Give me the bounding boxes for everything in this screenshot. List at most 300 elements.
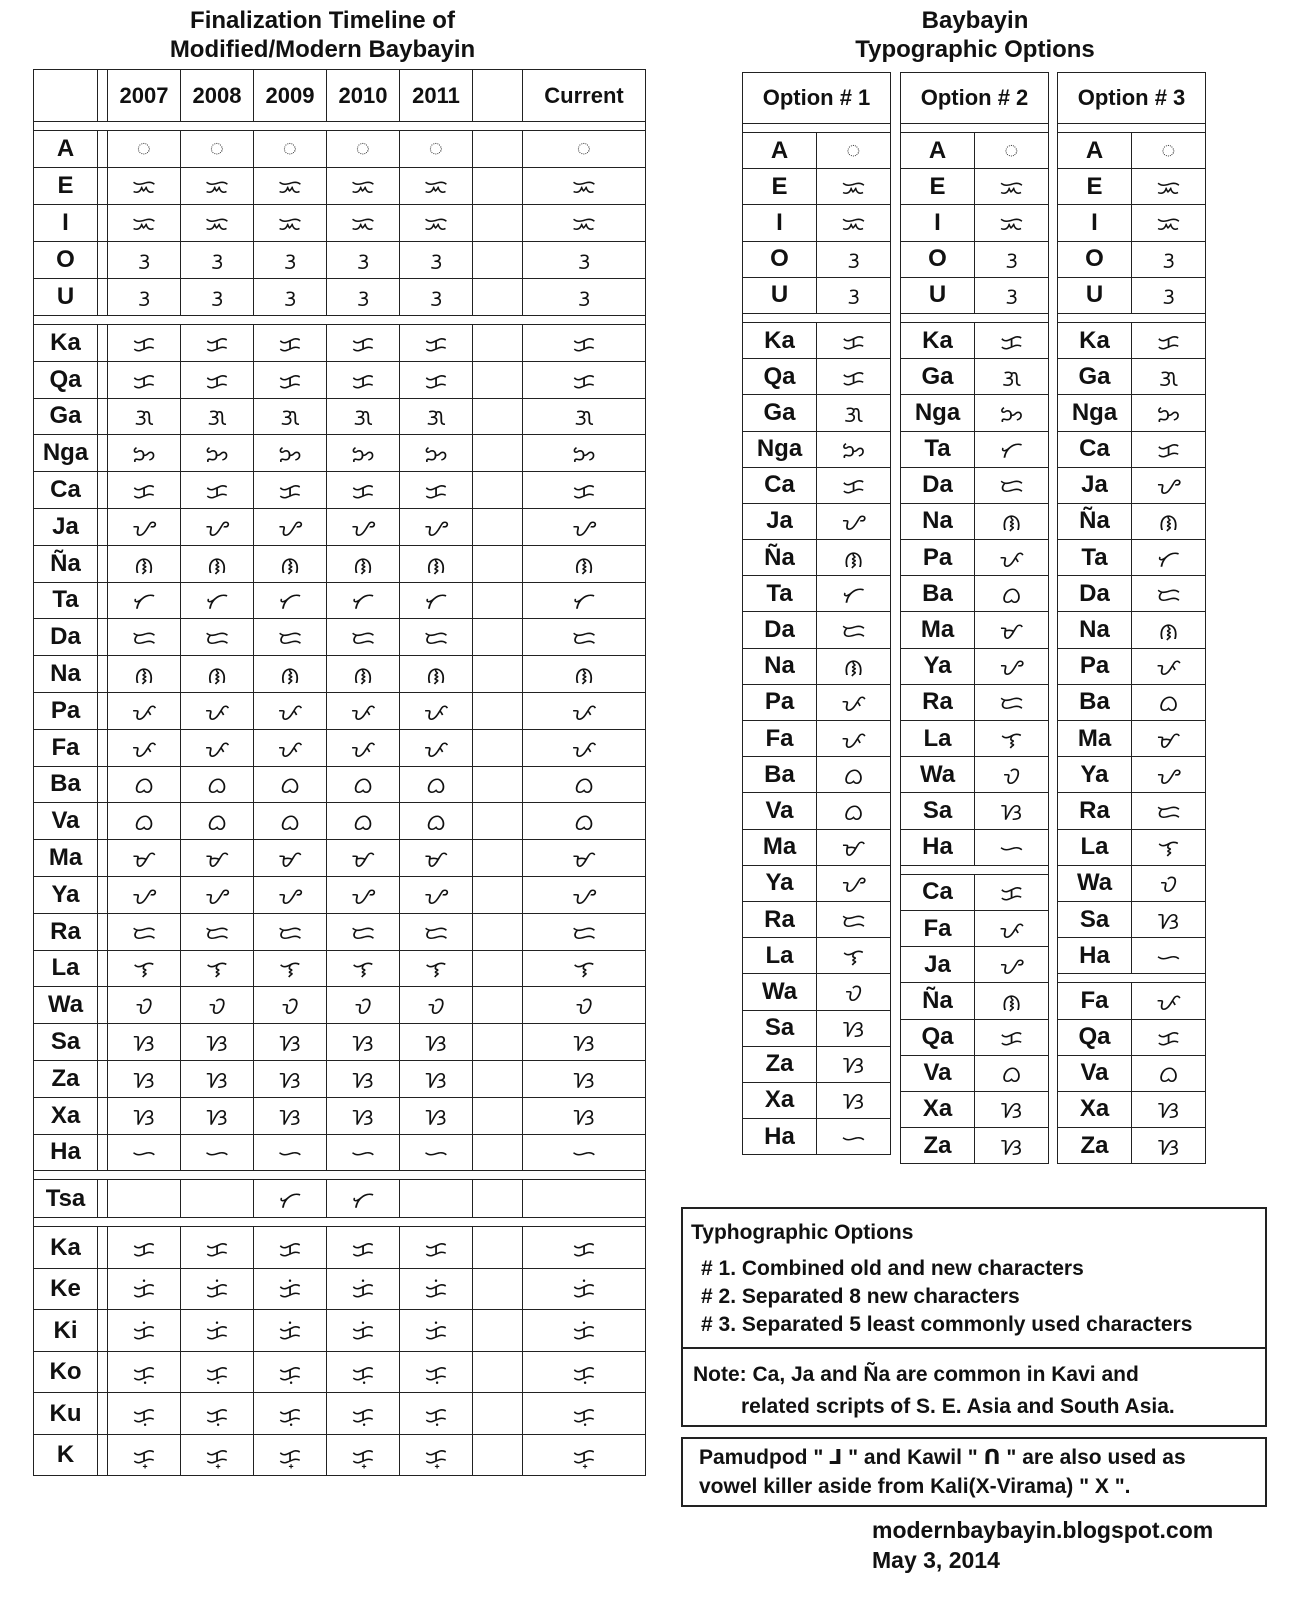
glyph-cell: ᜄ: [254, 398, 327, 435]
timeline-row: [34, 1097, 646, 1134]
option-row: [1058, 133, 1206, 169]
syllable-label: Ra: [34, 913, 98, 950]
option-glyph-cell: ᜃ: [975, 874, 1049, 910]
glyph-cell: ᜇ: [327, 619, 400, 656]
timeline-row: [34, 361, 646, 398]
spacer-cell: [98, 987, 108, 1024]
option-syllable-label: La: [901, 721, 975, 757]
current-glyph-cell: ᜐ: [523, 1060, 646, 1097]
note-line-2: related scripts of S. E. Asia and South Asia.: [741, 1395, 1175, 1418]
option-syllable-label: I: [743, 205, 817, 241]
spacer-cell: [98, 242, 108, 279]
spacer-cell: [473, 803, 523, 840]
option-row: [743, 359, 891, 395]
option-glyph-cell: ᜋ: [975, 612, 1049, 648]
current-glyph-cell: ᜁ: [523, 205, 646, 242]
glyph-cell: ᜐ: [327, 1024, 400, 1061]
glyph-cell: ᜌ: [108, 508, 181, 545]
glyph-cell: ᜁ: [254, 205, 327, 242]
glyph-cell: ᜋ: [181, 840, 254, 877]
gap-cell: [743, 124, 891, 133]
current-glyph-cell: ᜑ: [523, 1134, 646, 1171]
gap-cell: [743, 313, 891, 322]
option-row: [1058, 503, 1206, 539]
glyph-cell: ᜃ: [327, 361, 400, 398]
glyph-cell: ᜌ: [181, 876, 254, 913]
glyph-cell: ᜅ: [181, 435, 254, 472]
spacer-cell: [98, 168, 108, 205]
glyph-cell: ᜁ: [108, 168, 181, 205]
glyph-cell: ᜇ: [108, 913, 181, 950]
option-syllable-label: Ya: [1058, 757, 1132, 793]
spacer-cell: [473, 913, 523, 950]
option-glyph-cell: ᜋ: [1132, 721, 1206, 757]
option-syllable-label: Da: [743, 612, 817, 648]
option-row: [901, 829, 1049, 865]
option-syllable-label: Za: [1058, 1128, 1132, 1164]
option-syllable-label: Ra: [1058, 793, 1132, 829]
glyph-cell: ᜑ: [254, 1134, 327, 1171]
option-row: [1058, 359, 1206, 395]
current-glyph-cell: ᜃ: [523, 325, 646, 362]
option-row: [743, 829, 891, 865]
option-row: [901, 947, 1049, 983]
option-row: [1058, 901, 1206, 937]
option-row: [1058, 938, 1206, 974]
glyph-cell: ᜌ: [327, 876, 400, 913]
glyph-cell: ᜃ᜔: [327, 1434, 400, 1476]
option-row: [901, 721, 1049, 757]
glyph-cell: ᜃ: [327, 325, 400, 362]
option-syllable-label: Na: [901, 503, 975, 539]
option-row: [1058, 395, 1206, 431]
current-glyph-cell: ᜈ: [523, 656, 646, 693]
header-blank: [34, 70, 98, 122]
current-glyph-cell: ᜇ: [523, 619, 646, 656]
option-glyph-cell: ᜈ: [975, 503, 1049, 539]
timeline-row: [34, 656, 646, 693]
option-glyph-cell: ᜌ: [817, 503, 891, 539]
glyph-cell: ᜂ: [108, 242, 181, 279]
glyph-cell: ᜃ: [254, 325, 327, 362]
timeline-row: [34, 1434, 646, 1476]
syllable-label: Ma: [34, 840, 98, 877]
timeline-row: [34, 766, 646, 803]
pamudpod-box: [681, 1437, 1267, 1507]
section-gap: [34, 1171, 646, 1180]
timeline-row: [34, 131, 646, 168]
glyph-cell: ᜊ: [254, 803, 327, 840]
option-glyph-cell: ᜅ: [975, 395, 1049, 431]
current-glyph-cell: ᜃᜓ: [523, 1351, 646, 1393]
glyph-cell: ᜊ: [400, 803, 473, 840]
section-gap: [34, 122, 646, 131]
option-glyph-cell: ᜂ: [975, 277, 1049, 313]
spacer-cell: [98, 205, 108, 242]
syllable-label: Ka: [34, 1227, 98, 1269]
current-glyph-cell: ᜂ: [523, 279, 646, 316]
current-glyph-cell: ᜈ: [523, 545, 646, 582]
header-current: Current: [523, 70, 646, 122]
option-glyph-cell: ᜁ: [817, 205, 891, 241]
gap-cell: [1058, 313, 1206, 322]
option-row: [1058, 431, 1206, 467]
glyph-cell: ᜏ: [181, 987, 254, 1024]
option-glyph-cell: ᜄ: [975, 359, 1049, 395]
timeline-row: [34, 435, 646, 472]
syllable-label: Qa: [34, 361, 98, 398]
glyph-cell: ᜇ: [254, 913, 327, 950]
spacer-cell: [473, 1310, 523, 1352]
section-gap: [34, 316, 646, 325]
option-syllable-label: U: [743, 277, 817, 313]
glyph-cell: ᜐ: [327, 1097, 400, 1134]
timeline-row: [34, 1060, 646, 1097]
option-syllable-label: Da: [901, 467, 975, 503]
glyph-cell: ᜑ: [327, 1134, 400, 1171]
option-glyph-cell: ᜉ: [817, 721, 891, 757]
glyph-cell: [400, 1180, 473, 1218]
option-syllable-label: Ya: [901, 648, 975, 684]
spacer-cell: [98, 1024, 108, 1061]
spacer-cell: [473, 435, 523, 472]
glyph-cell: ᜈ: [327, 656, 400, 693]
syllable-label: Da: [34, 619, 98, 656]
option-syllable-label: Ña: [901, 983, 975, 1019]
option-glyph-cell: ᜃ: [1132, 322, 1206, 358]
option-row: [743, 431, 891, 467]
option-row: [1058, 612, 1206, 648]
timeline-row: [34, 545, 646, 582]
glyph-cell: ᜂ: [327, 279, 400, 316]
glyph-cell: ᜁ: [254, 168, 327, 205]
option-row: [1058, 648, 1206, 684]
option-glyph-cell: ᜎ: [817, 938, 891, 974]
option-syllable-label: Ca: [743, 467, 817, 503]
option-glyph-cell: ᜈ: [1132, 612, 1206, 648]
option-row: [901, 169, 1049, 205]
glyph-cell: ᜂ: [327, 242, 400, 279]
glyph-cell: ᜀ: [400, 131, 473, 168]
option-syllable-label: Ga: [743, 395, 817, 431]
glyph-cell: ᜆ: [254, 1180, 327, 1218]
option-row: [1058, 829, 1206, 865]
spacer-cell: [473, 729, 523, 766]
option-row: [901, 793, 1049, 829]
syllable-label: Fa: [34, 729, 98, 766]
glyph-cell: ᜈ: [254, 656, 327, 693]
option-syllable-label: Ha: [1058, 938, 1132, 974]
spacer-cell: [98, 692, 108, 729]
option-row: [743, 648, 891, 684]
glyph-cell: ᜁ: [108, 205, 181, 242]
left-title-line1: Finalization Timeline of: [190, 7, 455, 34]
glyph-cell: ᜄ: [327, 398, 400, 435]
spacer-cell: [473, 279, 523, 316]
syllable-label: Ja: [34, 508, 98, 545]
gap-cell: [901, 313, 1049, 322]
current-glyph-cell: ᜐ: [523, 1024, 646, 1061]
option-glyph-cell: ᜇ: [975, 684, 1049, 720]
glyph-cell: ᜈ: [254, 545, 327, 582]
option-row: [901, 322, 1049, 358]
spacer-cell: [473, 1024, 523, 1061]
option-glyph-cell: ᜃ: [1132, 1019, 1206, 1055]
timeline-row: [34, 325, 646, 362]
option-syllable-label: Fa: [901, 910, 975, 946]
glyph-cell: ᜃ᜔: [181, 1434, 254, 1476]
spacer-cell: [98, 1310, 108, 1352]
syllable-label: Va: [34, 803, 98, 840]
glyph-cell: ᜐ: [400, 1060, 473, 1097]
right-title-line1: Baybayin: [921, 7, 1029, 34]
glyph-cell: ᜃ: [181, 325, 254, 362]
glyph-cell: ᜆ: [108, 582, 181, 619]
option-glyph-cell: ᜊ: [975, 576, 1049, 612]
syllable-label: Na: [34, 656, 98, 693]
option-syllable-label: Na: [743, 648, 817, 684]
glyph-cell: ᜃᜓ: [254, 1351, 327, 1393]
glyph-cell: ᜐ: [181, 1060, 254, 1097]
option-row: [743, 1046, 891, 1082]
glyph-cell: ᜏ: [254, 987, 327, 1024]
option-glyph-cell: ᜐ: [975, 1128, 1049, 1164]
spacer-cell: [473, 1227, 523, 1269]
option-glyph-cell: ᜐ: [975, 793, 1049, 829]
spacer-cell: [98, 656, 108, 693]
option-syllable-label: Wa: [901, 757, 975, 793]
spacer-cell: [98, 472, 108, 509]
option-glyph-cell: ᜐ: [1132, 1091, 1206, 1127]
option-syllable-label: Sa: [1058, 901, 1132, 937]
option-glyph-cell: ᜎ: [1132, 829, 1206, 865]
option-syllable-label: Ga: [901, 359, 975, 395]
option-glyph-cell: ᜊ: [817, 793, 891, 829]
option-row: [1058, 757, 1206, 793]
option-glyph-cell: ᜎ: [975, 721, 1049, 757]
timeline-row: [34, 472, 646, 509]
glyph-cell: ᜇ: [181, 913, 254, 950]
glyph-cell: ᜈ: [181, 545, 254, 582]
current-glyph-cell: ᜃ᜔: [523, 1434, 646, 1476]
option-glyph-cell: ᜀ: [975, 133, 1049, 169]
option-glyph-cell: ᜇ: [817, 612, 891, 648]
option-syllable-label: Xa: [743, 1082, 817, 1118]
current-glyph-cell: ᜋ: [523, 840, 646, 877]
current-glyph-cell: ᜊ: [523, 803, 646, 840]
option-syllable-label: Ka: [743, 322, 817, 358]
option-row: [743, 322, 891, 358]
syllable-label: Nga: [34, 435, 98, 472]
glyph-cell: ᜂ: [181, 279, 254, 316]
option-glyph-cell: ᜐ: [817, 1046, 891, 1082]
current-glyph-cell: ᜄ: [523, 398, 646, 435]
glyph-cell: ᜈ: [108, 656, 181, 693]
syllable-label: A: [34, 131, 98, 168]
footer: [872, 1515, 1213, 1575]
timeline-row: [34, 398, 646, 435]
option-syllable-label: Ña: [1058, 503, 1132, 539]
option-syllable-label: O: [901, 241, 975, 277]
options-item-2: # 2. Separated 8 new characters: [701, 1285, 1020, 1308]
spacer-cell: [98, 545, 108, 582]
option-row: [901, 395, 1049, 431]
glyph-cell: ᜃ: [181, 361, 254, 398]
glyph-cell: ᜁ: [400, 168, 473, 205]
option-row: [743, 277, 891, 313]
spacer-cell: [98, 729, 108, 766]
current-glyph-cell: ᜂ: [523, 242, 646, 279]
option-syllable-label: A: [1058, 133, 1132, 169]
spacer-cell: [473, 508, 523, 545]
glyph-cell: ᜉ: [327, 692, 400, 729]
header-2007: 2007: [108, 70, 181, 122]
option-glyph-cell: ᜃ: [817, 359, 891, 395]
option-syllable-label: Pa: [901, 540, 975, 576]
syllable-label: La: [34, 950, 98, 987]
option-row: [901, 431, 1049, 467]
spacer-cell: [98, 435, 108, 472]
option-glyph-cell: ᜇ: [975, 467, 1049, 503]
option-glyph-cell: ᜂ: [1132, 277, 1206, 313]
option-syllable-label: Ña: [743, 540, 817, 576]
glyph-cell: ᜃ: [400, 325, 473, 362]
glyph-cell: ᜌ: [400, 876, 473, 913]
option-row: [1058, 322, 1206, 358]
option-row: [901, 205, 1049, 241]
glyph-cell: ᜇ: [181, 619, 254, 656]
option-glyph-cell: ᜌ: [975, 648, 1049, 684]
option-syllable-label: Va: [901, 1055, 975, 1091]
glyph-cell: ᜃ: [400, 361, 473, 398]
spacer-cell: [98, 1351, 108, 1393]
current-glyph-cell: ᜌ: [523, 508, 646, 545]
left-title-line2: Modified/Modern Baybayin: [169, 36, 476, 63]
header-spacer: [98, 70, 108, 122]
glyph-cell: ᜃ: [108, 325, 181, 362]
option-row: [901, 983, 1049, 1019]
option-syllable-label: Pa: [743, 684, 817, 720]
spacer-cell: [98, 766, 108, 803]
options-item-3: # 3. Separated 5 least commonly used characters: [701, 1313, 1193, 1336]
glyph-cell: ᜃᜓ: [181, 1351, 254, 1393]
option-syllable-label: E: [1058, 169, 1132, 205]
syllable-label: Xa: [34, 1097, 98, 1134]
syllable-label: E: [34, 168, 98, 205]
glyph-cell: ᜃᜒ: [327, 1268, 400, 1310]
glyph-cell: ᜐ: [254, 1024, 327, 1061]
timeline-row: [34, 242, 646, 279]
timeline-row: [34, 582, 646, 619]
option-syllable-label: Sa: [901, 793, 975, 829]
timeline-table: [33, 69, 646, 1476]
glyph-cell: ᜂ: [108, 279, 181, 316]
option-row: [743, 901, 891, 937]
option-glyph-cell: ᜂ: [1132, 241, 1206, 277]
option-syllable-label: Wa: [1058, 865, 1132, 901]
syllable-label: I: [34, 205, 98, 242]
glyph-cell: ᜉ: [181, 692, 254, 729]
current-glyph-cell: ᜇ: [523, 913, 646, 950]
option-glyph-cell: ᜏ: [975, 757, 1049, 793]
option-syllable-label: Ta: [743, 576, 817, 612]
glyph-cell: ᜁ: [327, 168, 400, 205]
current-glyph-cell: ᜎ: [523, 950, 646, 987]
option-syllable-label: Qa: [1058, 1019, 1132, 1055]
spacer-cell: [473, 1134, 523, 1171]
spacer-cell: [473, 472, 523, 509]
glyph-cell: ᜃᜒ: [181, 1268, 254, 1310]
spacer-cell: [473, 1060, 523, 1097]
glyph-cell: ᜀ: [181, 131, 254, 168]
glyph-cell: ᜃᜒ: [400, 1268, 473, 1310]
option-syllable-label: Wa: [743, 974, 817, 1010]
spacer-cell: [98, 279, 108, 316]
option-row: [901, 576, 1049, 612]
option-syllable-label: Ka: [1058, 322, 1132, 358]
glyph-cell: ᜇ: [108, 619, 181, 656]
glyph-cell: ᜉ: [400, 692, 473, 729]
glyph-cell: ᜄ: [400, 398, 473, 435]
timeline-row: [34, 987, 646, 1024]
option-syllable-label: Ma: [901, 612, 975, 648]
option-glyph-cell: ᜃ: [817, 467, 891, 503]
option-row: [1058, 277, 1206, 313]
timeline-row: [34, 1180, 646, 1218]
glyph-cell: ᜉ: [254, 692, 327, 729]
glyph-cell: ᜆ: [181, 582, 254, 619]
glyph-cell: ᜀ: [327, 131, 400, 168]
header-spacer-2: [473, 70, 523, 122]
spacer-cell: [473, 766, 523, 803]
spacer-cell: [98, 619, 108, 656]
current-glyph-cell: ᜊ: [523, 766, 646, 803]
glyph-cell: ᜐ: [254, 1097, 327, 1134]
syllable-label: Ba: [34, 766, 98, 803]
glyph-cell: ᜐ: [181, 1097, 254, 1134]
option-row: [901, 133, 1049, 169]
option-row: [1058, 576, 1206, 612]
spacer-cell: [473, 840, 523, 877]
glyph-cell: ᜃ: [254, 361, 327, 398]
glyph-cell: ᜐ: [108, 1024, 181, 1061]
glyph-cell: ᜇ: [327, 913, 400, 950]
option-syllable-label: Fa: [1058, 983, 1132, 1019]
spacer-cell: [473, 131, 523, 168]
glyph-cell: ᜃ: [181, 1227, 254, 1269]
glyph-cell: ᜇ: [400, 619, 473, 656]
glyph-cell: ᜉ: [400, 729, 473, 766]
glyph-cell: ᜅ: [400, 435, 473, 472]
syllable-label: Ta: [34, 582, 98, 619]
option-glyph-cell: ᜊ: [1132, 1055, 1206, 1091]
option-syllable-label: Ba: [901, 576, 975, 612]
option-syllable-label: Ta: [901, 431, 975, 467]
header-2010: 2010: [327, 70, 400, 122]
option-row: [743, 1119, 891, 1155]
option-row: [1058, 983, 1206, 1019]
option-glyph-cell: ᜄ: [1132, 359, 1206, 395]
glyph-cell: ᜅ: [254, 435, 327, 472]
glyph-cell: ᜋ: [400, 840, 473, 877]
spacer-cell: [473, 545, 523, 582]
option-row: [1058, 1019, 1206, 1055]
timeline-row: [34, 729, 646, 766]
glyph-cell: ᜃᜒ: [108, 1268, 181, 1310]
option-row: [901, 648, 1049, 684]
option-glyph-cell: ᜐ: [1132, 1128, 1206, 1164]
glyph-cell: ᜅ: [108, 435, 181, 472]
